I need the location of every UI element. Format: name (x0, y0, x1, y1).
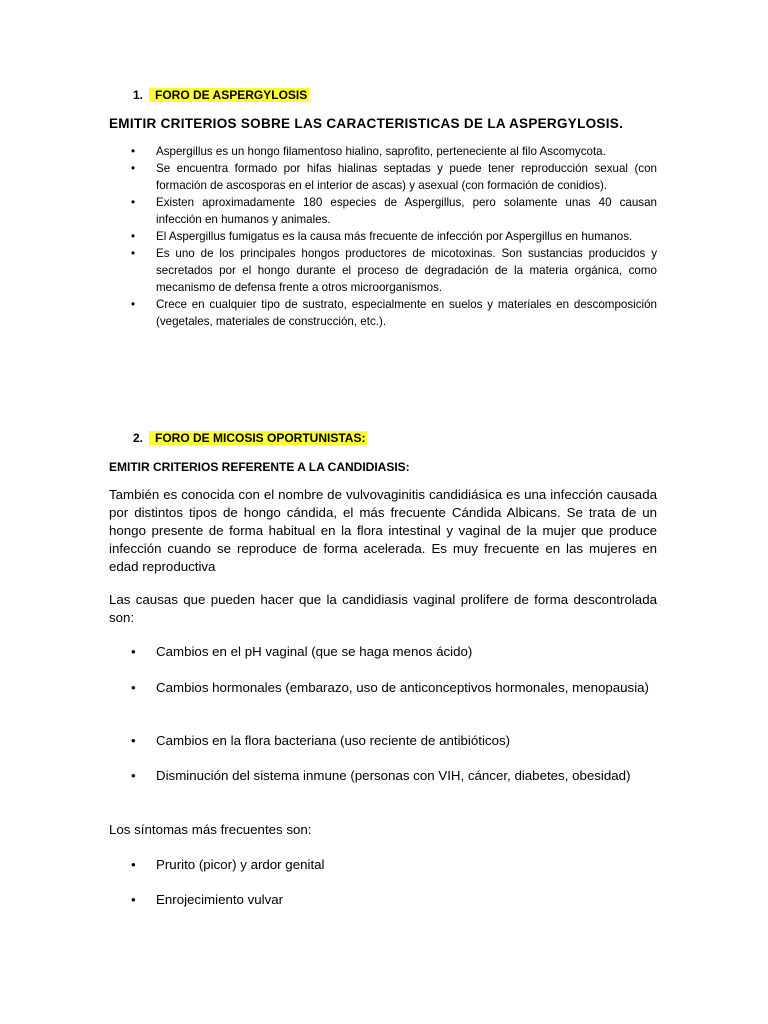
list-item (109, 679, 657, 697)
list-item-text: Cambios en la flora bacteriana (uso reciente de antibióticos) (156, 733, 511, 748)
list-item-text: El Aspergillus fumigatus es la causa más frecuente de infección por Aspergillus en humanos. (156, 230, 633, 243)
section-1-number: 1. (133, 88, 144, 102)
list-item (109, 732, 657, 750)
causes-list (109, 732, 657, 750)
list-item (109, 856, 657, 874)
list-item (109, 143, 657, 160)
bullet-icon: • (131, 145, 136, 158)
section-1-title (133, 87, 309, 103)
bullet-icon: • (131, 162, 136, 175)
list-item-text: Cambios hormonales (embarazo, uso de anticonceptivos hormonales, menopausia) (156, 680, 649, 695)
bullet-icon: • (131, 892, 136, 907)
list-item (109, 194, 657, 228)
symptoms-list (109, 856, 657, 874)
causes-list (109, 643, 657, 661)
bullet-icon: • (131, 733, 136, 748)
bullet-icon: • (131, 298, 136, 311)
list-item (109, 891, 657, 909)
causes-list (109, 767, 657, 785)
section-1-highlighted-title: FORO DE ASPERGYLOSIS (149, 88, 309, 102)
causes-list (109, 679, 657, 697)
list-item-text: Es uno de los principales hongos productores de micotoxinas. Son sustancias producidos y secretados por el hongo durante el proceso de degradación de la materia orgánica, como mecanismo de defensa frente a otros microorganismos. (156, 247, 657, 294)
list-item-text: Disminución del sistema inmune (personas con VIH, cáncer, diabetes, obesidad) (156, 768, 631, 783)
section-2-highlighted-title: FORO DE MICOSIS OPORTUNISTAS: (149, 431, 367, 445)
list-item-text: Cambios en el pH vaginal (que se haga menos ácido) (156, 644, 473, 659)
section-1-heading: EMITIR CRITERIOS SOBRE LAS CARACTERISTICAS DE LA ASPERGYLOSIS. (109, 116, 624, 131)
section-2-title (133, 430, 367, 446)
bullet-icon: • (131, 230, 136, 243)
causes-intro-paragraph: Las causas que pueden hacer que la candidiasis vaginal prolifere de forma descontrolada son: (109, 592, 657, 625)
symptoms-list (109, 891, 657, 909)
list-item-text: Existen aproximadamente 180 especies de Aspergillus, pero solamente unas 40 causan infección en humanos y animales. (156, 196, 657, 226)
bullet-icon: • (131, 247, 136, 260)
list-item-text: Aspergillus es un hongo filamentoso hialino, saprofito, perteneciente al filo Ascomycota. (156, 145, 606, 158)
list-item (109, 643, 657, 661)
list-item-text: Prurito (picor) y ardor genital (156, 857, 325, 872)
bullet-icon: • (131, 768, 136, 783)
list-item (109, 228, 657, 245)
section-2-heading: EMITIR CRITERIOS REFERENTE A LA CANDIDIASIS: (109, 460, 410, 474)
list-item (109, 767, 657, 785)
bullet-icon: • (131, 196, 136, 209)
list-item-text: Crece en cualquier tipo de sustrato, especialmente en suelos y materiales en descomposición (vegetales, materiales de construcción, etc.). (156, 298, 657, 328)
bullet-icon: • (131, 644, 136, 659)
section-2-number: 2. (133, 431, 144, 445)
list-item-text: Enrojecimiento vulvar (156, 892, 284, 907)
aspergillus-bullet-list (109, 143, 657, 330)
list-item (109, 245, 657, 296)
bullet-icon: • (131, 857, 136, 872)
list-item-text: Se encuentra formado por hifas hialinas septadas y puede tener reproducción sexual (con formación de ascosporas en el interior de ascas) y asexual (con formación de conidios). (156, 162, 657, 192)
list-item (109, 160, 657, 194)
symptoms-intro-paragraph: Los síntomas más frecuentes son: (109, 822, 312, 837)
list-item (109, 296, 657, 330)
bullet-icon: • (131, 680, 136, 695)
candidiasis-intro-paragraph: También es conocida con el nombre de vulvovaginitis candidiásica es una infección causada por distintos tipos de hongo cándida, el más frecuente Cándida Albicans. Se trata de un hongo presente de forma habitual en la flora intestinal y vaginal de la mujer que produce infección cuando se reproduce de forma acelerada. Es muy frecuente en las mujeres en edad reproductiva (109, 487, 657, 574)
